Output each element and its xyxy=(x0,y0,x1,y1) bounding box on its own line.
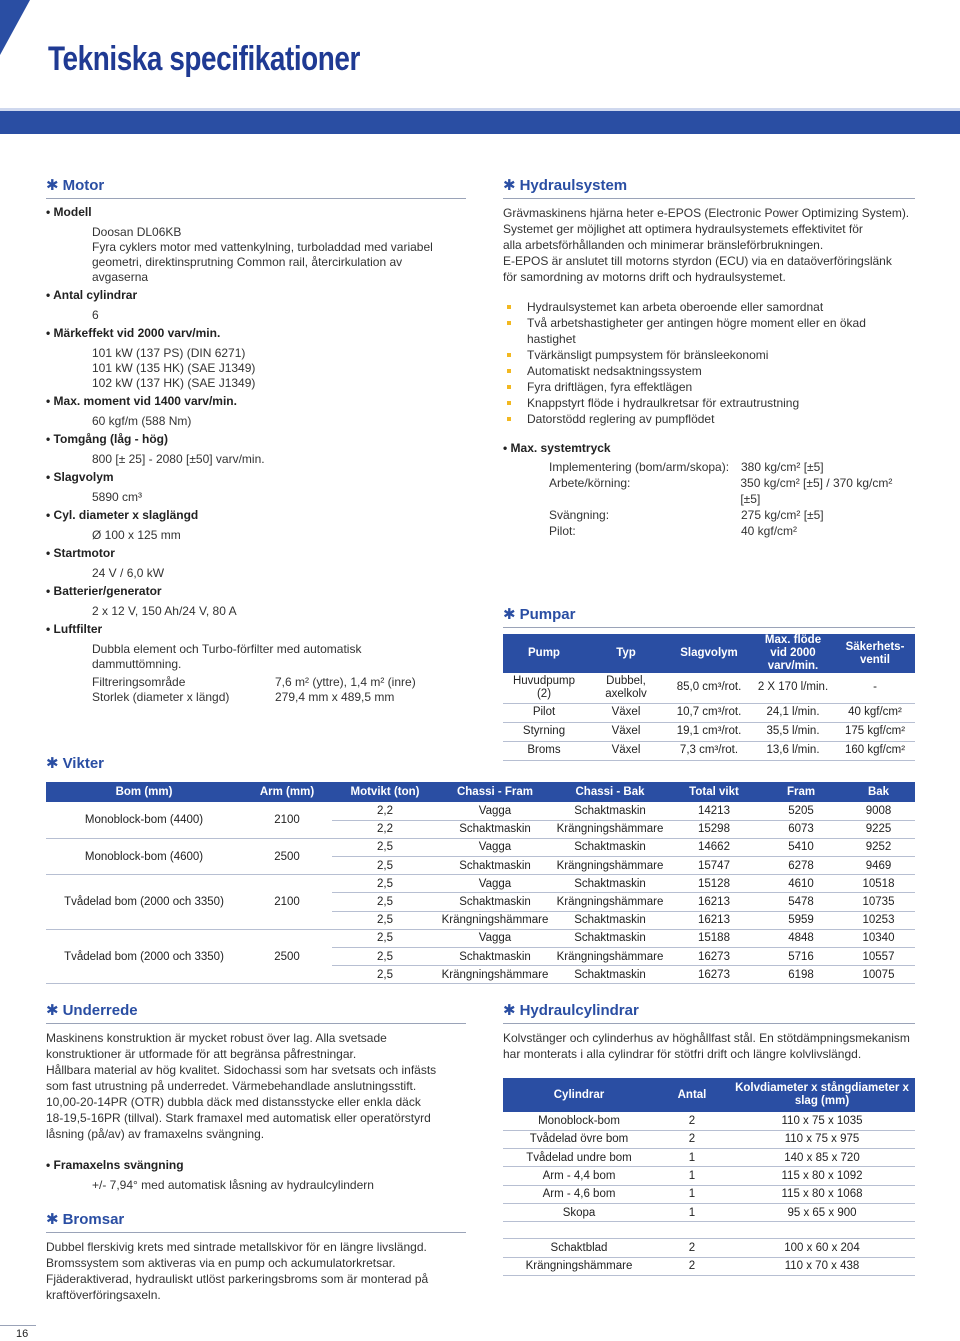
table-cell: 13,6 l/min. xyxy=(751,741,835,760)
table-cell: Växel xyxy=(585,741,667,760)
table-cell: Monoblock-bom xyxy=(503,1112,655,1130)
table-cell: 2500 xyxy=(242,929,332,984)
table-cell: 15298 xyxy=(668,820,760,838)
table-cell: Vagga xyxy=(438,802,552,820)
feature-list xyxy=(503,299,915,427)
pressure-key: Svängning: xyxy=(549,508,610,522)
motor-section xyxy=(46,176,466,705)
pressure-value: 380 kg/cm² [±5] xyxy=(741,460,824,474)
pressure-value: 275 kg/cm² [±5] xyxy=(741,508,824,522)
page-title: Tekniska specifikationer xyxy=(48,40,360,78)
table-cell: 2500 xyxy=(242,838,332,874)
pressure-label: • Max. systemtryck xyxy=(503,441,915,455)
table-row xyxy=(503,703,915,722)
table-cell: 110 x 70 x 438 xyxy=(729,1257,915,1275)
table-cell: 9252 xyxy=(842,838,915,856)
hydraulsystem-section xyxy=(503,176,915,539)
table-cell: 10075 xyxy=(842,966,915,984)
intro-line: Systemet ger möjlighet att optimera hydraulsystemets effektivitet för xyxy=(503,222,863,236)
table-cell: 95 x 65 x 900 xyxy=(729,1203,915,1221)
spec-value xyxy=(46,642,466,672)
spec-value xyxy=(46,308,466,323)
column-header: Bak xyxy=(842,782,915,802)
pressure-row xyxy=(503,459,915,475)
table-cell: Huvudpump (2) xyxy=(503,673,585,703)
pressure-key: Arbete/körning: xyxy=(549,476,631,490)
section-heading: Vikter xyxy=(62,754,104,772)
asterisk-icon: ✱ xyxy=(503,606,516,623)
text-line: konstruktioner är utformade för att begränsa påfrestningar. xyxy=(46,1047,357,1061)
divider xyxy=(503,1023,915,1024)
table-row xyxy=(503,1130,915,1148)
spec-label: • Tomgång (låg - hög) xyxy=(46,432,466,447)
table-cell: 5959 xyxy=(760,911,842,929)
pressure-row xyxy=(503,475,915,507)
table-cell: Dubbel, axelkolv xyxy=(585,673,667,703)
table-cell: Vagga xyxy=(438,838,552,856)
bromsar-section xyxy=(46,1210,466,1303)
table-cell: Krängningshämmare xyxy=(438,966,552,984)
table-cell: Vagga xyxy=(438,929,552,947)
table-cell: 16213 xyxy=(668,893,760,911)
text-line: Kolvstänger och cylinderhus av höghållfast stål. En stötdämpningsmekanism xyxy=(503,1031,910,1045)
spec-value-line: 102 kW (137 HK) (SAE J1349) xyxy=(92,376,256,390)
table-cell: 115 x 80 x 1092 xyxy=(729,1167,915,1185)
spec-value-line: 101 kW (137 PS) (DIN 6271) xyxy=(92,346,246,360)
divider xyxy=(46,198,466,199)
column-header: Arm (mm) xyxy=(242,782,332,802)
pump-table xyxy=(503,634,915,761)
table-header-row xyxy=(46,782,915,802)
table-cell: 175 kgf/cm² xyxy=(835,722,915,741)
column-header: Motvikt (ton) xyxy=(332,782,438,802)
column-header: Säkerhets-ventil xyxy=(835,634,915,673)
divider xyxy=(503,627,915,628)
table-cell: 10557 xyxy=(842,948,915,966)
column-header: Max. flöde vid 2000 varv/min. xyxy=(751,634,835,673)
table-cell: Schaktmaskin xyxy=(552,802,668,820)
item-label: • Framaxelns svängning xyxy=(46,1158,466,1172)
table-cell: Krängningshämmare xyxy=(552,948,668,966)
table-cell: 10735 xyxy=(842,893,915,911)
table-cell: 2,2 xyxy=(332,820,438,838)
item-value: +/- 7,94° med automatisk låsning av hydraulcylindern xyxy=(92,1178,374,1192)
spec-value-line: geometri, direktinsprutning Common rail, återcirkulation av xyxy=(92,255,403,269)
intro-line: E-EPOS är anslutet till motorns styrdon (ECU) via en dataöverföringslänk xyxy=(503,254,892,268)
pressure-key: Implementering (bom/arm/skopa): xyxy=(549,460,730,474)
table-cell: 2,5 xyxy=(332,893,438,911)
pressure-value: 350 kg/cm² [±5] / 370 kg/cm² [±5] xyxy=(740,476,893,506)
table-row xyxy=(46,875,915,893)
footer-rule xyxy=(0,1325,36,1326)
filter-row xyxy=(46,675,466,690)
table-cell: 2,2 xyxy=(332,802,438,820)
feature-item: Tvärkänsligt pumpsystem för bränsleekonomi xyxy=(503,347,915,363)
spec-value xyxy=(46,452,466,467)
table-cell: Schaktblad xyxy=(503,1239,655,1257)
table-cell: - xyxy=(835,673,915,703)
divider xyxy=(503,198,915,199)
table-cell: 2,5 xyxy=(332,929,438,947)
table-cell: 5410 xyxy=(760,838,842,856)
table-cell: Tvådelad bom (2000 och 3350) xyxy=(46,875,242,930)
spec-value-line: 6 xyxy=(92,308,99,322)
table-cell: Arm - 4,4 bom xyxy=(503,1167,655,1185)
table-cell: Krängningshämmare xyxy=(438,911,552,929)
pressure-key: Pilot: xyxy=(549,524,576,538)
table-cell: 16273 xyxy=(668,966,760,984)
column-header: Kolvdiameter x stångdiameter x slag (mm) xyxy=(729,1078,915,1112)
table-cell: Krängningshämmare xyxy=(552,820,668,838)
spec-value-line: 5890 cm³ xyxy=(92,490,143,504)
table-cell: 9469 xyxy=(842,857,915,875)
table-cell: Schaktmaskin xyxy=(552,838,668,856)
spec-value xyxy=(46,566,466,581)
table-cell: Skopa xyxy=(503,1203,655,1221)
table-cell: 2,5 xyxy=(332,966,438,984)
table-cell: Tvådelad övre bom xyxy=(503,1130,655,1148)
spec-value-line: 24 V / 6,0 kW xyxy=(92,566,165,580)
table-cell: Arm - 4,6 bom xyxy=(503,1185,655,1203)
table-cell: Tvådelad undre bom xyxy=(503,1149,655,1167)
spec-label: • Batterier/generator xyxy=(46,584,466,599)
table-cell: 2,5 xyxy=(332,857,438,875)
spec-value-line: Doosan DL06KB xyxy=(92,225,182,239)
column-header: Fram xyxy=(760,782,842,802)
asterisk-icon: ✱ xyxy=(46,755,59,772)
spec-value xyxy=(46,225,466,285)
table-header-row xyxy=(503,634,915,673)
table-cell: Styrning xyxy=(503,722,585,741)
filter-row xyxy=(46,690,466,705)
spec-value-line: 101 kW (135 HK) (SAE J1349) xyxy=(92,361,256,375)
table-cell: 35,5 l/min. xyxy=(751,722,835,741)
table-cell: 110 x 75 x 975 xyxy=(729,1130,915,1148)
page-number: 16 xyxy=(16,1328,29,1340)
table-cell: Växel xyxy=(585,722,667,741)
text-line: kraftöverföringsaxeln. xyxy=(46,1288,161,1302)
column-header: Cylindrar xyxy=(503,1078,655,1112)
table-cell: 16273 xyxy=(668,948,760,966)
table-cell: 6198 xyxy=(760,966,842,984)
feature-item: Knappstyrt flöde i hydraulkretsar för extrautrustning xyxy=(503,395,915,411)
table-cell: Schaktmaskin xyxy=(552,966,668,984)
table-cell: Schaktmaskin xyxy=(438,820,552,838)
table-header-row xyxy=(503,1078,915,1112)
spec-value-line: avgaserna xyxy=(92,270,149,284)
table-row xyxy=(503,1257,915,1275)
motor-list xyxy=(46,205,466,672)
hydraulcylindrar-section xyxy=(503,1001,915,1276)
table-cell: 16213 xyxy=(668,911,760,929)
table-row xyxy=(503,722,915,741)
spec-label: • Startmotor xyxy=(46,546,466,561)
table-cell: 2 xyxy=(655,1130,729,1148)
text-line: 10,00-20-14PR (OTR) dubbla däck med distansstycke eller enkla däck xyxy=(46,1095,421,1109)
spec-label: • Max. moment vid 1400 varv/min. xyxy=(46,394,466,409)
table-row xyxy=(503,673,915,703)
table-row xyxy=(503,1239,915,1257)
pressure-row xyxy=(503,507,915,523)
weight-table xyxy=(46,782,915,984)
table-row xyxy=(503,1167,915,1185)
table-row xyxy=(503,1149,915,1167)
hydraulcylindrar-text xyxy=(503,1030,915,1062)
cylinder-table xyxy=(503,1078,915,1222)
table-cell: 40 kgf/cm² xyxy=(835,703,915,722)
hydraulsystem-intro xyxy=(503,205,915,285)
table-cell: Schaktmaskin xyxy=(438,948,552,966)
table-cell: Krängningshämmare xyxy=(503,1257,655,1275)
table-row xyxy=(503,1203,915,1221)
text-line: som fast utrustning på underredet. Värmebehandlade anslutningsstift. xyxy=(46,1079,417,1093)
table-cell: 5716 xyxy=(760,948,842,966)
table-cell: 24,1 l/min. xyxy=(751,703,835,722)
text-line: Bromssystem som aktiveras via en pump och ackumulatorkretsar. xyxy=(46,1256,396,1270)
table-cell: 2100 xyxy=(242,875,332,930)
spec-item xyxy=(46,205,466,285)
table-cell: Växel xyxy=(585,703,667,722)
text-line: har monterats i alla cylindrar för stötfri drift och längre kolvlivslängd. xyxy=(503,1047,862,1061)
spec-value xyxy=(46,490,466,505)
table-cell: 2,5 xyxy=(332,875,438,893)
table-cell: 5205 xyxy=(760,802,842,820)
section-heading: Bromsar xyxy=(62,1210,125,1228)
pressure-row xyxy=(503,523,915,539)
table-cell: 9225 xyxy=(842,820,915,838)
table-cell: Schaktmaskin xyxy=(438,857,552,875)
text-line: Fjäderaktiverad, hydrauliskt utlöst parkeringsbroms som är monterad på xyxy=(46,1272,429,1286)
spec-label: • Cyl. diameter x slaglängd xyxy=(46,508,466,523)
table-cell: Schaktmaskin xyxy=(438,893,552,911)
table-row xyxy=(503,1112,915,1130)
spec-value-line: Ø 100 x 125 mm xyxy=(92,528,181,542)
table-cell: 1 xyxy=(655,1203,729,1221)
filter-key: Filtreringsområde xyxy=(92,675,186,689)
filter-value: 279,4 mm x 489,5 mm xyxy=(275,690,395,704)
table-cell: 2,5 xyxy=(332,948,438,966)
intro-line: för samordning av motorns drift och hydraulsystemet. xyxy=(503,270,786,284)
table-cell: 160 kgf/cm² xyxy=(835,741,915,760)
table-cell: 140 x 85 x 720 xyxy=(729,1149,915,1167)
spec-value-line: 2 x 12 V, 150 Ah/24 V, 80 A xyxy=(92,604,237,618)
spec-item xyxy=(46,546,466,581)
table-row xyxy=(46,929,915,947)
column-header: Chassi - Bak xyxy=(552,782,668,802)
table-cell: 19,1 cm³/rot. xyxy=(667,722,751,741)
table-cell: 10,7 cm³/rot. xyxy=(667,703,751,722)
filter-specs xyxy=(46,675,466,705)
table-cell: 14213 xyxy=(668,802,760,820)
table-cell: Schaktmaskin xyxy=(552,875,668,893)
table-cell: 2 xyxy=(655,1239,729,1257)
section-heading: Hydraulcylindrar xyxy=(519,1001,639,1019)
pressure-value: 40 kgf/cm² xyxy=(741,524,798,538)
column-header: Total vikt xyxy=(668,782,760,802)
table-cell: 10518 xyxy=(842,875,915,893)
column-header: Typ xyxy=(585,634,667,673)
spec-value xyxy=(46,528,466,543)
spec-item xyxy=(46,470,466,505)
table-cell: 4610 xyxy=(760,875,842,893)
table-cell: Vagga xyxy=(438,875,552,893)
intro-line: alla arbetsförhållanden och minimerar bränsleförbrukningen. xyxy=(503,238,824,252)
table-cell: 15188 xyxy=(668,929,760,947)
table-cell: 2100 xyxy=(242,802,332,838)
asterisk-icon: ✱ xyxy=(46,1211,59,1228)
table-cell: 4848 xyxy=(760,929,842,947)
table-cell: 2,5 xyxy=(332,838,438,856)
corner-decoration xyxy=(0,0,30,55)
spec-label: • Antal cylindrar xyxy=(46,288,466,303)
table-row xyxy=(46,838,915,856)
table-cell: 6278 xyxy=(760,857,842,875)
table-cell: 85,0 cm³/rot. xyxy=(667,673,751,703)
spec-value-line: Fyra cyklers motor med vattenkylning, turboladdad med variabel xyxy=(92,240,433,254)
section-heading: Motor xyxy=(62,176,105,194)
spec-item xyxy=(46,432,466,467)
spec-label: • Modell xyxy=(46,205,466,220)
intro-line: Grävmaskinens hjärna heter e-EPOS (Electronic Power Optimizing System). xyxy=(503,206,910,220)
spec-item xyxy=(46,394,466,429)
spec-value-line: dammuttömning. xyxy=(92,657,182,671)
table-cell: Krängningshämmare xyxy=(552,893,668,911)
table-cell: 10340 xyxy=(842,929,915,947)
table-cell: 15747 xyxy=(668,857,760,875)
table-cell: Pilot xyxy=(503,703,585,722)
table-cell: Schaktmaskin xyxy=(552,929,668,947)
text-line: Dubbel flerskivig krets med sintrade metallskivor för en längre livslängd. xyxy=(46,1240,427,1254)
spec-item xyxy=(46,622,466,672)
spec-item xyxy=(46,288,466,323)
text-line: låsning (på/av) av framaxelns svängning. xyxy=(46,1127,265,1141)
section-heading: Hydraulsystem xyxy=(519,176,628,194)
spec-label: • Märkeffekt vid 2000 varv/min. xyxy=(46,326,466,341)
asterisk-icon: ✱ xyxy=(46,177,59,194)
asterisk-icon: ✱ xyxy=(46,1002,59,1019)
underrede-text xyxy=(46,1030,466,1142)
asterisk-icon: ✱ xyxy=(503,177,516,194)
spec-value xyxy=(46,346,466,391)
asterisk-icon: ✱ xyxy=(503,1002,516,1019)
pumpar-section xyxy=(503,605,915,761)
table-cell: Monoblock-bom (4400) xyxy=(46,802,242,838)
feature-item: Hydraulsystemet kan arbeta oberoende eller samordnat xyxy=(503,299,915,315)
table-row xyxy=(46,802,915,820)
feature-item: Datorstödd reglering av pumpflödet xyxy=(503,411,915,427)
spec-value xyxy=(46,414,466,429)
table-cell: 2,5 xyxy=(332,911,438,929)
table-cell: 14662 xyxy=(668,838,760,856)
table-cell: 9008 xyxy=(842,802,915,820)
table-cell: 15128 xyxy=(668,875,760,893)
section-heading: Underrede xyxy=(62,1001,138,1019)
table-cell: 2 xyxy=(655,1257,729,1275)
table-cell: Schaktmaskin xyxy=(552,911,668,929)
table-cell: 1 xyxy=(655,1185,729,1203)
text-line: 18-19,5-16PR (tillval). Stark framaxel med automatisk eller operatörstyrd xyxy=(46,1111,431,1125)
table-cell: Monoblock-bom (4600) xyxy=(46,838,242,874)
spec-value-line: 60 kgf/m (588 Nm) xyxy=(92,414,192,428)
table-cell: Broms xyxy=(503,741,585,760)
spec-item xyxy=(46,326,466,391)
spec-item xyxy=(46,584,466,619)
table-cell: Krängningshämmare xyxy=(552,857,668,875)
column-header: Slagvolym xyxy=(667,634,751,673)
feature-item: Automatiskt nedsaktningssystem xyxy=(503,363,915,379)
table-cell: 2 X 170 l/min. xyxy=(751,673,835,703)
table-cell: 5478 xyxy=(760,893,842,911)
column-header: Chassi - Fram xyxy=(438,782,552,802)
column-header: Bom (mm) xyxy=(46,782,242,802)
divider xyxy=(46,1232,466,1233)
table-cell: 100 x 60 x 204 xyxy=(729,1239,915,1257)
filter-key: Storlek (diameter x längd) xyxy=(92,690,230,704)
spec-value-line: Dubbla element och Turbo-förfilter med automatisk xyxy=(92,642,362,656)
underrede-section xyxy=(46,1001,466,1193)
section-heading: Pumpar xyxy=(519,605,576,623)
table-cell: 10253 xyxy=(842,911,915,929)
feature-item: Fyra driftlägen, fyra effektlägen xyxy=(503,379,915,395)
vikter-section xyxy=(46,754,915,984)
table-cell: 6073 xyxy=(760,820,842,838)
spec-item xyxy=(46,508,466,543)
spec-value xyxy=(46,604,466,619)
table-cell: 110 x 75 x 1035 xyxy=(729,1112,915,1130)
bromsar-text xyxy=(46,1239,466,1303)
text-line: Maskinens konstruktion är mycket robust över lag. Alla svetsade xyxy=(46,1031,387,1045)
cylinder-table-extra xyxy=(503,1238,915,1276)
text-line: Hållbara material av hög kvalitet. Sidochassi som har svetsats och infästs xyxy=(46,1063,437,1077)
table-cell: 1 xyxy=(655,1167,729,1185)
spec-value-line: 800 [± 25] - 2080 [±50] varv/min. xyxy=(92,452,265,466)
filter-value: 7,6 m² (yttre), 1,4 m² (inre) xyxy=(275,675,416,689)
table-cell: 7,3 cm³/rot. xyxy=(667,741,751,760)
spec-label: • Luftfilter xyxy=(46,622,466,637)
table-cell: 2 xyxy=(655,1112,729,1130)
table-cell: Tvådelad bom (2000 och 3350) xyxy=(46,929,242,984)
column-header: Antal xyxy=(655,1078,729,1112)
divider xyxy=(46,1023,466,1024)
header-band xyxy=(0,108,960,134)
table-cell: 115 x 80 x 1068 xyxy=(729,1185,915,1203)
pressure-specs xyxy=(503,459,915,539)
table-row xyxy=(503,1185,915,1203)
table-cell: 1 xyxy=(655,1149,729,1167)
column-header: Pump xyxy=(503,634,585,673)
feature-item: Två arbetshastigheter ger antingen högre moment eller en ökad hastighet xyxy=(503,315,915,347)
spec-label: • Slagvolym xyxy=(46,470,466,485)
